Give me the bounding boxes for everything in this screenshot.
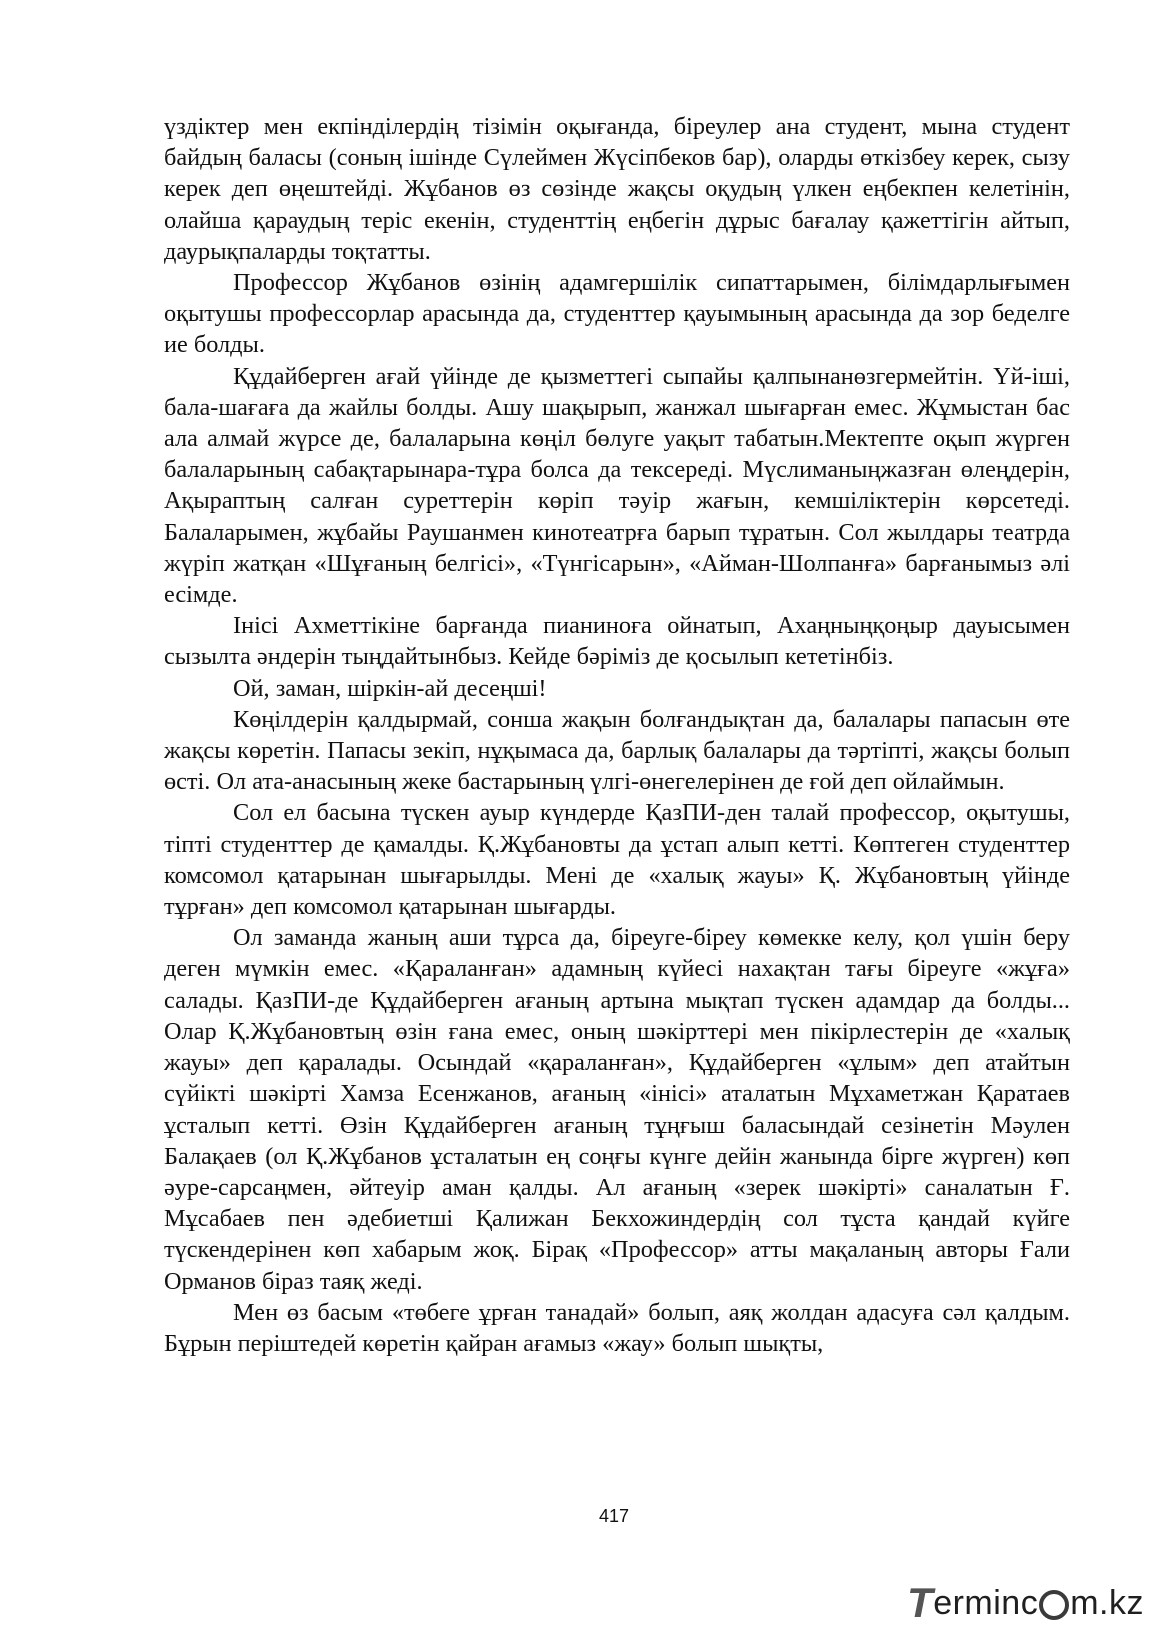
paragraph-4: Інісі Ахметтікіне барғанда пианиноға ойнатып, Ахаңныңқоңыр дауысымен сызылта әндерін тыңдайтынбыз. Кейде бәріміз де қосылып кететінбіз. — [164, 612, 1070, 671]
logo-ring-icon — [1039, 1590, 1069, 1620]
paragraph-2: Профессор Жұбанов өзінің адамгершілік сипаттарымен, білімдарлығымен оқытушы профессорлар арасында да, студенттер қауымының арасында да зор беделге ие болды. — [164, 269, 1070, 359]
paragraph-5: Ой, заман, шіркін-ай десеңші! — [233, 674, 547, 702]
paragraph-6: Көңілдерін қалдырмай, сонша жақын болғандықтан да, балалары папасын өте жақсы көретін. Папасы зекіп, нұқымаса да, барлық балалары да тәртіпті, жақсы болып өсті. Ол ата-анасының жеке бастарының үлгі-өнегелерінен де ғой деп ойлаймын. — [164, 705, 1070, 796]
paragraph-7: Сол ел басына түскен ауыр күндерде ҚазПИ-ден талай профессор, оқытушы, тіпті студенттер де қамалды. Қ.Жұбановты да ұстап алып кетті. Көптеген студенттер комсомол қатарынан шығарылды. Мені де «халық жауы» Қ. Жұбановтың үйінде тұрған» деп комсомол қатарынан шығарды. — [164, 799, 1070, 921]
logo-letter-t: T — [907, 1579, 934, 1626]
paragraph-8: Ол заманда жаның аши тұрса да, біреуге-біреу көмекке келу, қол үшін беру деген мүмкін емес. «Қараланған» адамның күйесі нахақтан тағы біреуге «жұға» салады. ҚазПИ-де Құдайберген ағаның артына мықтап түскен адамдар да болды... Олар Қ.Жұбановтың өзін ғана емес, оның шәкірттері мен пікірлестерін де «халық жауы» деп қаралады. Осындай «қараланған», Құдайберген «ұлым» деп атайтын сүйікті шәкірті Хамза Есенжанов, ағаның «інісі» аталатын Мұхаметжан Қаратаев ұсталып кетті. Өзін Құдайберген ағаның тұңғыш баласындай сезінетін Мәулен Балақаев (ол Қ.Жұбанов ұсталатын ең соңғы күнге дейін жанында бірге жүрген) көп әуре-сарсаңмен, әйтеуір аман қалды. Ал ағаның «зерек шәкірті» саналатын Ғ. Мұсабаев пен әдебиетші Қалижан Бекхожиндердің сол тұста қандай күйге түскендерінен көп хабарым жоқ. Бірақ «Профессор» атты мақаланың авторы Ғали Орманов біраз таяқ жеді. — [164, 924, 1070, 1295]
logo-text-part2: m.kz — [1070, 1583, 1144, 1622]
page-number: 417 — [598, 1506, 630, 1526]
paragraph-1: үздіктер мен екпінділердің тізімін оқығанда, біреулер ана студент, мына студент байдың баласы (соның ішінде Сүлеймен Жүсіпбеков бар), оларды өткізбеу керек, сызу керек деп өңештейді. Жұбанов өз сөзінде жақсы оқудың үлкен еңбекпен келетінін, олайша қараудың теріс екенін, студенттің еңбегін дұрыс бағалау қажеттігін айтып, даурықпаларды тоқтатты. — [164, 113, 1070, 265]
logo-text-part1: ermin — [933, 1583, 1021, 1622]
termincom-logo — [907, 1580, 1144, 1626]
paragraph-3: Құдайберген ағай үйінде де қызметтегі сыпайы қалпынанөзгермейтін. Үй-іші, бала-шағаға да жайлы болды. Ашу шақырып, жанжал шығарған емес. Жұмыстан бас ала алмай жүрсе де, балаларына көңіл бөлуге уақыт табатын.Мектепте оқып жүрген балаларының сабақтарынара-тұра болса да тексереді. Мүслиманыңжазған өлеңдерін, Ақыраптың салған суреттерін көріп тәуір жағын, кемшіліктерін көрсетеді. Балаларымен, жұбайы Раушанмен кинотеатрға барып тұратын. Сол жылдары театрда жүріп жатқан «Шұғаның белгісі», «Түнгісарын», «Айман-Шолпанға» барғанымыз әлі есімде. — [164, 362, 1070, 609]
page-body — [164, 111, 1070, 1359]
paragraph-9: Мен өз басым «төбеге ұрған танадай» болып, аяқ жолдан адасуға сәл қалдым. Бұрын періштедей көретін қайран ағамыз «жау» болып шықты, — [164, 1298, 1070, 1357]
logo-letter-c: c — [1020, 1583, 1039, 1622]
